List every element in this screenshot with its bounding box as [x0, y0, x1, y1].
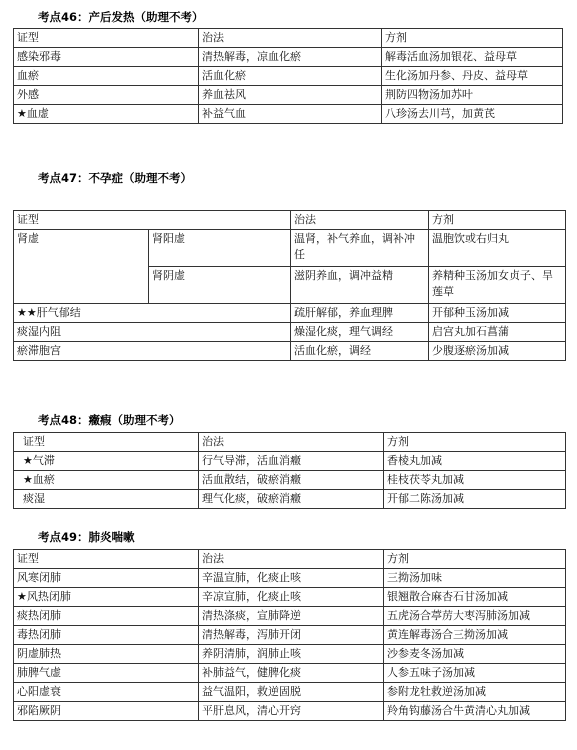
section-title: 考点48：癥瘕（助理不考）: [38, 413, 181, 427]
treatment-cell: 活血散结，破瘀消癥: [199, 471, 384, 490]
table-row: [14, 230, 566, 267]
header-cell: 方剂: [429, 211, 566, 230]
syndrome-cell: 瘀滞胞宫: [14, 342, 291, 361]
syndrome-cell: ★风热闭肺: [14, 588, 199, 607]
treatment-cell: 补益气血: [199, 105, 382, 124]
syndrome-cell: 感染邪毒: [14, 48, 199, 67]
formula-cell: 五虎汤合葶苈大枣泻肺汤加减: [384, 607, 566, 626]
formula-cell: 启宫丸加石菖蒲: [429, 323, 566, 342]
treatment-cell: 辛温宣肺，化痰止咳: [199, 569, 384, 588]
table-row: [14, 607, 566, 626]
treatment-cell: 活血化瘀: [199, 67, 382, 86]
syndrome-cell: 阴虚肺热: [14, 645, 199, 664]
table-row: [14, 342, 566, 361]
table-row: [14, 86, 563, 105]
treatment-cell: 疏肝解郁，养血理脾: [291, 304, 429, 323]
header-cell: 治法: [199, 550, 384, 569]
syndrome-cell: 风寒闭肺: [14, 569, 199, 588]
treatment-cell: 行气导滞，活血消癥: [199, 452, 384, 471]
table-row: [14, 702, 566, 721]
table-row: [14, 48, 563, 67]
treatment-cell: 益气温阳，救逆固脱: [199, 683, 384, 702]
formula-cell: 解毒活血汤加银花、益母草: [382, 48, 563, 67]
table-section-48: [13, 432, 566, 509]
treatment-cell: 清热解毒，凉血化瘀: [199, 48, 382, 67]
table-section-47: [13, 210, 566, 361]
syndrome-cell: ★血虚: [14, 105, 199, 124]
syndrome-cell: 外感: [14, 86, 199, 105]
table-row: [14, 452, 566, 471]
treatment-cell: 养阴清肺，润肺止咳: [199, 645, 384, 664]
table-row: [14, 645, 566, 664]
table-row: [14, 105, 563, 124]
treatment-cell: 滋阴养血，调冲益精: [291, 267, 429, 304]
header-cell: 方剂: [382, 29, 563, 48]
table-header-row: [14, 550, 566, 569]
table-row: [14, 569, 566, 588]
table-row: [14, 471, 566, 490]
formula-cell: 羚角钩藤汤合牛黄清心丸加减: [384, 702, 566, 721]
treatment-cell: 清热解毒，泻肺开闭: [199, 626, 384, 645]
formula-cell: 银翘散合麻杏石甘汤加减: [384, 588, 566, 607]
sub-syndrome-cell: 肾阴虚: [149, 267, 291, 304]
sub-syndrome-cell: 肾阳虚: [149, 230, 291, 267]
formula-cell: 八珍汤去川芎，加黄芪: [382, 105, 563, 124]
table-row: [14, 323, 566, 342]
formula-cell: 人参五味子汤加减: [384, 664, 566, 683]
header-cell: 方剂: [384, 550, 566, 569]
header-cell: 证型: [14, 433, 199, 452]
table-header-row: [14, 211, 566, 230]
formula-cell: 参附龙牡救逆汤加减: [384, 683, 566, 702]
formula-cell: 养精种玉汤加女贞子、旱莲草: [429, 267, 566, 304]
syndrome-cell: 邪陷厥阴: [14, 702, 199, 721]
treatment-cell: 燥湿化痰，理气调经: [291, 323, 429, 342]
table-section-49: [13, 549, 566, 721]
treatment-cell: 理气化痰，破瘀消癥: [199, 490, 384, 509]
syndrome-cell: 血瘀: [14, 67, 199, 86]
syndrome-cell: 毒热闭肺: [14, 626, 199, 645]
treatment-cell: 清热涤痰，宣肺降逆: [199, 607, 384, 626]
treatment-cell: 平肝息风，清心开窍: [199, 702, 384, 721]
syndrome-cell: ★气滞: [14, 452, 199, 471]
table-row: [14, 67, 563, 86]
formula-cell: 开郁种玉汤加减: [429, 304, 566, 323]
header-cell: 治法: [291, 211, 429, 230]
formula-cell: 桂枝茯苓丸加减: [384, 471, 566, 490]
header-cell: 证型: [14, 550, 199, 569]
formula-cell: 三拗汤加味: [384, 569, 566, 588]
syndrome-cell: 肾虚: [14, 230, 149, 304]
formula-cell: 荆防四物汤加苏叶: [382, 86, 563, 105]
syndrome-cell: 痰湿: [14, 490, 199, 509]
treatment-cell: 活血化瘀，调经: [291, 342, 429, 361]
table-row: [14, 588, 566, 607]
treatment-cell: 辛凉宣肺，化痰止咳: [199, 588, 384, 607]
table-row: [14, 664, 566, 683]
section-title: 考点49：肺炎喘嗽: [38, 530, 135, 544]
header-cell: 方剂: [384, 433, 566, 452]
section-title: 考点47：不孕症（助理不考）: [38, 171, 193, 185]
table-row: [14, 683, 566, 702]
formula-cell: 黄连解毒汤合三拗汤加减: [384, 626, 566, 645]
syndrome-cell: ★★肝气郁结: [14, 304, 291, 323]
table-row: [14, 304, 566, 323]
syndrome-cell: 肺脾气虚: [14, 664, 199, 683]
table-section-46: [13, 28, 563, 124]
header-cell: 证型: [14, 211, 291, 230]
treatment-cell: 养血祛风: [199, 86, 382, 105]
table-row: [14, 490, 566, 509]
formula-cell: 生化汤加丹参、丹皮、益母草: [382, 67, 563, 86]
table-header-row: [14, 433, 566, 452]
formula-cell: 香棱丸加减: [384, 452, 566, 471]
table-row: [14, 626, 566, 645]
formula-cell: 少腹逐瘀汤加减: [429, 342, 566, 361]
header-cell: 治法: [199, 29, 382, 48]
formula-cell: 温胞饮或右归丸: [429, 230, 566, 267]
syndrome-cell: ★血瘀: [14, 471, 199, 490]
treatment-cell: 补肺益气，健脾化痰: [199, 664, 384, 683]
header-cell: 证型: [14, 29, 199, 48]
header-cell: 治法: [199, 433, 384, 452]
formula-cell: 开郁二陈汤加减: [384, 490, 566, 509]
table-header-row: [14, 29, 563, 48]
formula-cell: 沙参麦冬汤加减: [384, 645, 566, 664]
treatment-cell: 温肾，补气养血，调补冲任: [291, 230, 429, 267]
section-title: 考点46：产后发热（助理不考）: [38, 10, 204, 24]
syndrome-cell: 心阳虚衰: [14, 683, 199, 702]
syndrome-cell: 痰湿内阻: [14, 323, 291, 342]
syndrome-cell: 痰热闭肺: [14, 607, 199, 626]
